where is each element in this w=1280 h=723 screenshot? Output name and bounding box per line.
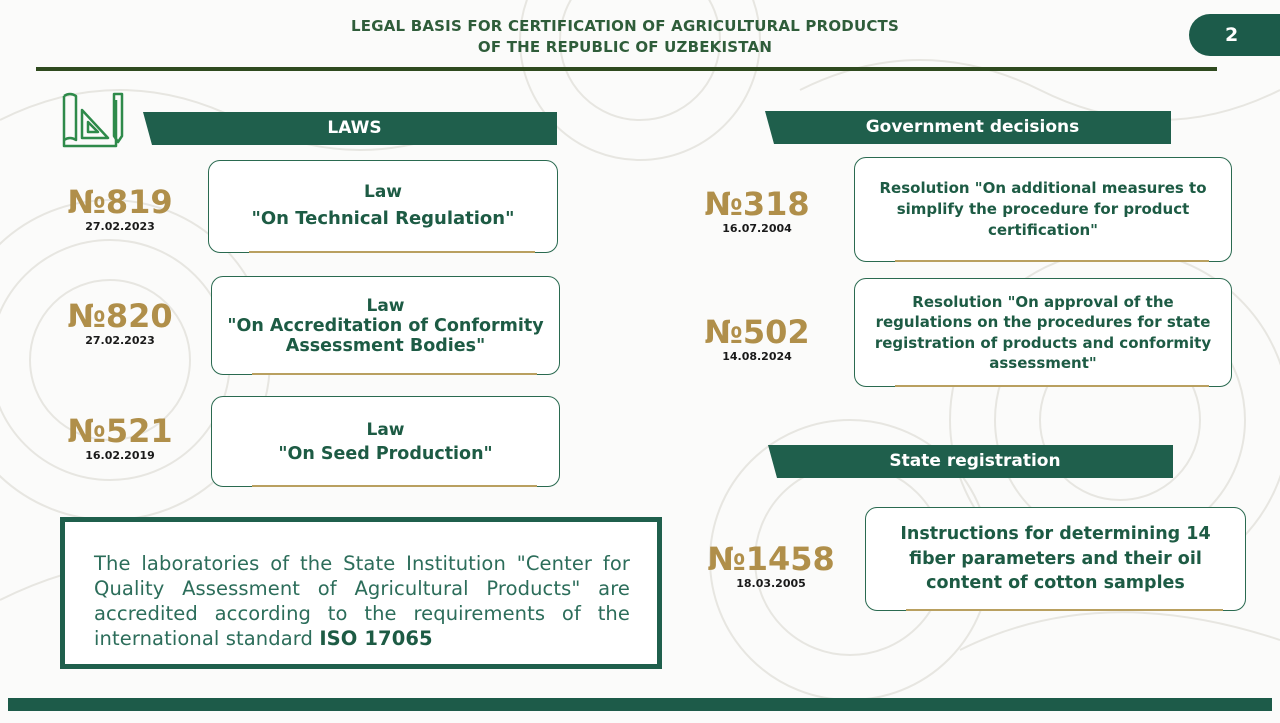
resolution-318-card xyxy=(854,157,1232,262)
law-819-number xyxy=(64,184,176,234)
laws-header: LAWS xyxy=(152,112,557,145)
law-521-card xyxy=(211,396,560,487)
law-number: №521 xyxy=(67,412,173,450)
resolution-text: Resolution "On approval of the regulations on the procedures for state registration of products and conformity assessment" xyxy=(874,292,1212,372)
card-underline xyxy=(895,260,1209,262)
instruction-1458-card xyxy=(865,507,1246,611)
law-date: 27.02.2023 xyxy=(85,220,155,233)
card-underline xyxy=(906,609,1223,611)
blueprint-ruler-icon xyxy=(60,90,132,152)
law-820-number xyxy=(62,298,178,348)
law-820-card xyxy=(211,276,560,375)
law-type: Law xyxy=(366,295,405,316)
law-type: Law xyxy=(366,419,405,440)
instruction-1458-number xyxy=(704,541,838,591)
law-title: "On Seed Production" xyxy=(278,443,493,464)
instruction-date: 18.03.2005 xyxy=(736,577,806,590)
resolution-318-number xyxy=(700,186,814,236)
law-title: "On Accreditation of Conformity Assessment Bodies" xyxy=(227,315,544,356)
card-underline xyxy=(252,373,537,375)
accreditation-notice xyxy=(60,517,662,669)
law-date: 27.02.2023 xyxy=(85,334,155,347)
card-underline xyxy=(252,485,537,487)
notice-standard: ISO 17065 xyxy=(319,627,433,650)
resolution-502-number xyxy=(699,314,815,364)
resolution-number: №502 xyxy=(704,313,810,351)
resolution-number: №318 xyxy=(704,185,810,223)
card-underline xyxy=(249,251,535,253)
instruction-text: Instructions for determining 14 fiber parameters and their oil content of cotton samples xyxy=(900,524,1211,594)
state-registration-header: State registration xyxy=(777,445,1173,478)
resolution-text: Resolution "On additional measures to simplify the procedure for product certification" xyxy=(879,179,1207,239)
title-underline xyxy=(36,67,1217,71)
law-title: "On Technical Regulation" xyxy=(251,207,515,229)
law-819-card xyxy=(208,160,558,253)
law-date: 16.02.2019 xyxy=(85,449,155,462)
law-521-number xyxy=(64,413,176,463)
notice-text: The laboratories of the State Institution "Center for Quality Assessment of Agricultural Products" are accredited according to the requirements of the international standard xyxy=(94,552,630,650)
resolution-date: 16.07.2004 xyxy=(722,222,792,235)
footer-bar xyxy=(8,698,1272,711)
law-number: №820 xyxy=(67,297,173,335)
law-type: Law xyxy=(363,181,402,202)
government-decisions-header: Government decisions xyxy=(774,111,1171,144)
law-number: №819 xyxy=(67,183,173,221)
instruction-number: №1458 xyxy=(707,540,835,578)
resolution-502-card xyxy=(854,278,1232,387)
title-line-2: OF THE REPUBLIC OF UZBEKISTAN xyxy=(477,38,773,56)
page-number-badge: 2 xyxy=(1189,14,1280,56)
resolution-date: 14.08.2024 xyxy=(722,350,792,363)
card-underline xyxy=(895,385,1209,387)
title-line-1: LEGAL BASIS FOR CERTIFICATION OF AGRICULTURAL PRODUCTS xyxy=(351,17,899,35)
slide-title xyxy=(300,16,950,58)
